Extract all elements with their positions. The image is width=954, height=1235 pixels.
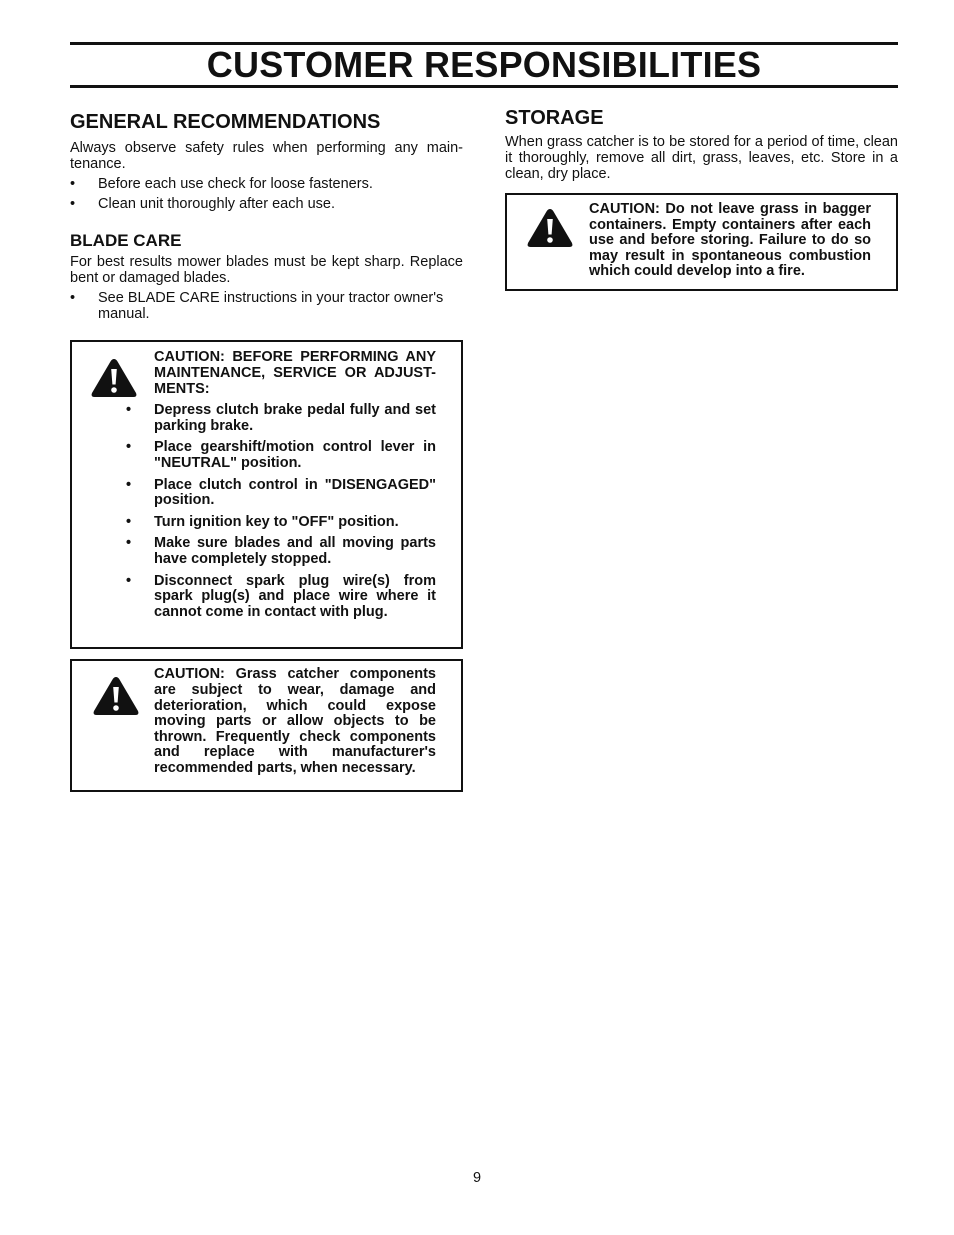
caution-storage-text: CAUTION: Do not leave grass in bagger containers. Empty containers after each use and before storing. Failure to do so may result in spontaneous combustion which could develop into a fire. — [589, 201, 871, 280]
general-recommendations-heading: GENERAL RECOMMENDATIONS — [70, 111, 381, 133]
caution-maintenance-heading: CAUTION: BEFORE PERFORMING ANY MAINTENANCE, SERVICE OR ADJUST-MENTS: — [154, 349, 436, 397]
blade-care-bullets — [70, 290, 463, 322]
list-item: • Place gearshift/motion control lever in "NEUTRAL" position. — [126, 440, 436, 471]
list-item: • Make sure blades and all moving parts have completely stopped. — [126, 536, 436, 567]
caution-maintenance-box — [70, 340, 463, 649]
list-item: • Disconnect spark plug wire(s) from spark plug(s) and place wire where it cannot come in contact with plug. — [126, 574, 436, 621]
warning-triangle-icon — [91, 674, 141, 718]
warning-triangle-icon — [525, 206, 575, 250]
general-intro: Always observe safety rules when performing any main-tenance. — [70, 140, 463, 172]
page-title: CUSTOMER RESPONSIBILITIES — [206, 44, 762, 85]
caution-maintenance-steps — [126, 403, 436, 620]
caution-components-box — [70, 659, 463, 792]
title-bar — [70, 42, 898, 88]
blade-care-heading: BLADE CARE — [70, 231, 182, 250]
left-column — [70, 110, 463, 792]
storage-text: When grass catcher is to be stored for a period of time, clean it thoroughly, remove all dirt, grass, leaves, etc. Store in a clean, dry place. — [505, 134, 898, 182]
blade-care-intro: For best results mower blades must be kept sharp. Replace bent or damaged blades. — [70, 254, 463, 287]
page-number: 9 — [472, 1170, 482, 1186]
list-item: • Depress clutch brake pedal fully and set parking brake. — [126, 403, 436, 434]
list-item: • Clean unit thoroughly after each use. — [70, 196, 463, 212]
general-bullets — [70, 176, 463, 212]
right-column — [505, 106, 898, 291]
list-item: • Turn ignition key to "OFF" position. — [126, 515, 436, 531]
caution-components-text: CAUTION: Grass catcher components are subject to wear, damage and deterioration, which could expose moving parts or allow objects to be thrown. Frequently check components and replace with manufacturer's recommended parts, when necessary. — [154, 666, 436, 776]
storage-heading: STORAGE — [505, 107, 604, 129]
list-item: • See BLADE CARE instructions in your tractor owner's manual. — [70, 290, 463, 322]
list-item: • Before each use check for loose fasteners. — [70, 176, 463, 192]
caution-storage-box — [505, 193, 898, 291]
list-item: • Place clutch control in "DISENGAGED" position. — [126, 478, 436, 509]
warning-triangle-icon — [89, 356, 139, 400]
